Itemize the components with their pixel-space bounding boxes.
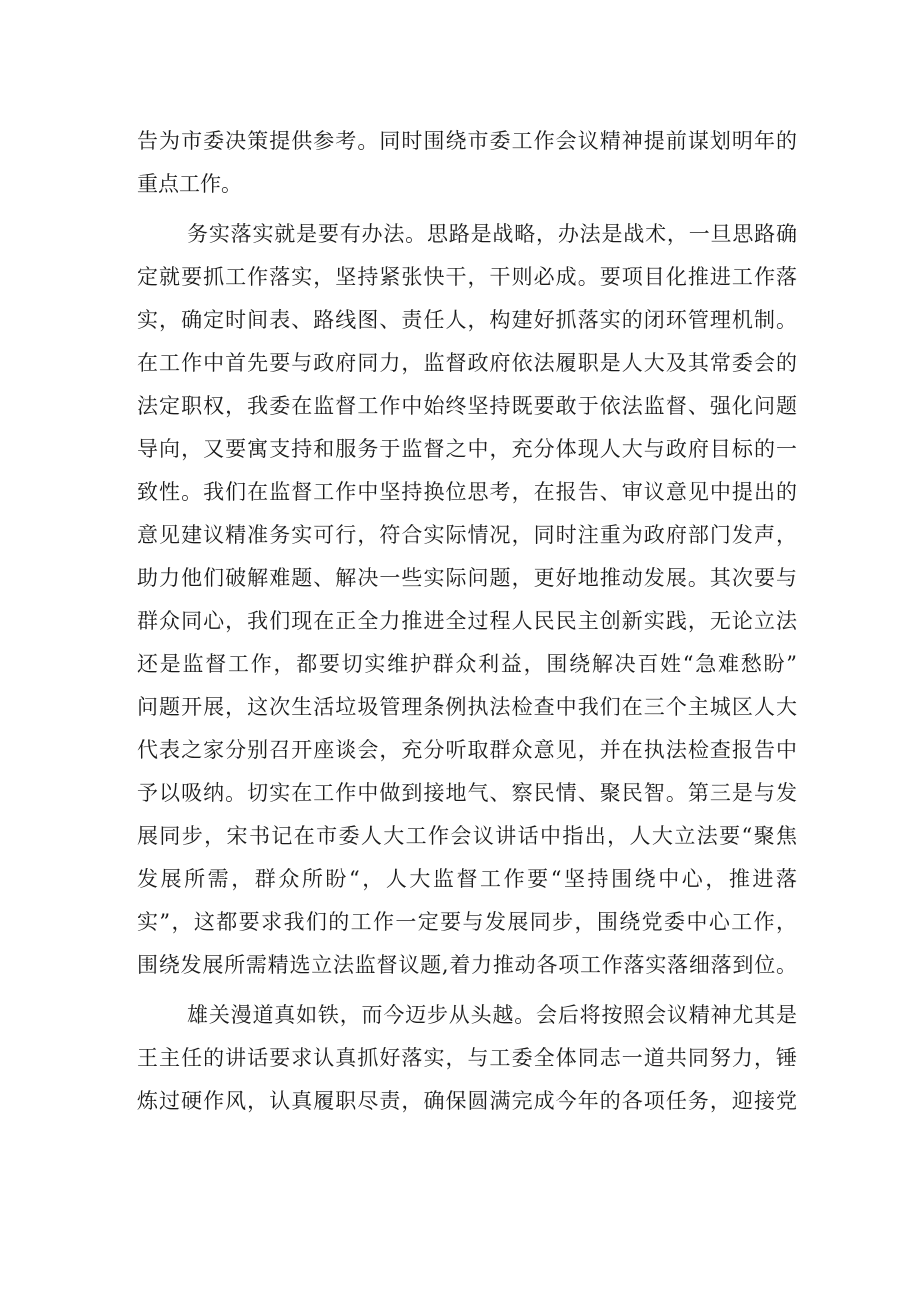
text-line: 定就要抓工作落实，坚持紧张快干，干则必成。要项目化推进工作落 [137, 265, 797, 289]
text-line: 重点工作。 [137, 172, 242, 196]
text-line: 务实落实就是要有办法。思路是战略，办法是战术，一旦思路确 [187, 222, 797, 246]
text-line: 助力他们破解难题、解决一些实际问题，更好地推动发展。其次要与 [137, 566, 797, 590]
text-line: 实”，这都要求我们的工作一定要与发展同步，围绕党委中心工作， [137, 910, 797, 934]
text-line: 予以吸纳。切实在工作中做到接地气、察民情、聚民智。第三是与发 [137, 781, 797, 805]
text-line: 王主任的讲话要求认真抓好落实，与工委全体同志一道共同努力，锤 [137, 1046, 797, 1070]
text-line: 告为市委决策提供参考。同时围绕市委工作会议精神提前谋划明年的 [137, 129, 797, 153]
text-line: 围绕发展所需精选立法监督议题,着力推动各项工作落实落细落到位。 [137, 953, 797, 977]
text-line: 在工作中首先要与政府同力，监督政府依法履职是人大及其常委会的 [137, 351, 797, 375]
text-line: 问题开展，这次生活垃圾管理条例执法检查中我们在三个主城区人大 [137, 695, 797, 719]
text-line: 导向，又要寓支持和服务于监督之中，充分体现人大与政府目标的一 [137, 437, 797, 461]
text-line: 雄关漫道真如铁，而今迈步从头越。会后将按照会议精神尤其是 [187, 1003, 797, 1027]
text-line: 发展所需，群众所盼“，人大监督工作要“坚持围绕中心，推进落 [137, 867, 797, 891]
text-line: 炼过硬作风，认真履职尽责，确保圆满完成今年的各项任务，迎接党 [137, 1089, 797, 1113]
text-line: 群众同心，我们现在正全力推进全过程人民民主创新实践，无论立法 [137, 609, 797, 633]
text-line: 致性。我们在监督工作中坚持换位思考，在报告、审议意见中提出的 [137, 480, 797, 504]
text-line: 法定职权，我委在监督工作中始终坚持既要敢于依法监督、强化问题 [137, 394, 797, 418]
text-line: 代表之家分别召开座谈会，充分听取群众意见，并在执法检查报告中 [137, 738, 797, 762]
text-line: 实，确定时间表、路线图、责任人，构建好抓落实的闭环管理机制。 [137, 308, 797, 332]
text-line: 还是监督工作，都要切实维护群众利益，围绕解决百姓“急难愁盼” [137, 652, 797, 676]
text-line: 展同步，宋书记在市委人大工作会议讲话中指出，人大立法要“聚焦 [137, 824, 797, 848]
text-line: 意见建议精准务实可行，符合实际情况，同时注重为政府部门发声， [137, 523, 797, 547]
